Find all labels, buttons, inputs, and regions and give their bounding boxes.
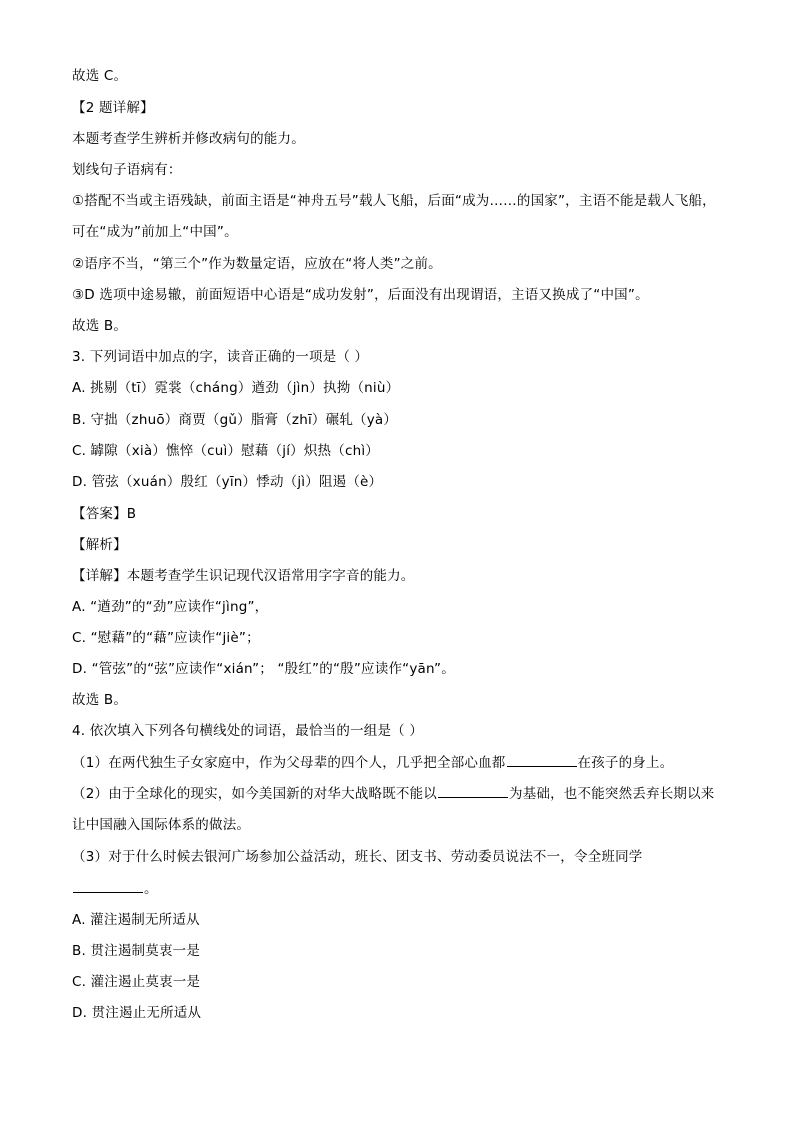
q3-option-b: B. 守拙（zhuō）商贾（gǔ）脂膏（zhī）碾轧（yà） <box>72 412 398 428</box>
q4-s3-period: 。 <box>144 881 158 897</box>
q4-option-a: A. 灌注遏制无所适从 <box>72 912 200 928</box>
q3-detail-a: A. “遒劲”的“劲”应读作“jìng”， <box>72 599 269 615</box>
q4-stem: 4. 依次填入下列各句横线处的词语，最恰当的一组是（ ） <box>72 723 424 739</box>
q2-point-2: ②语序不当，“第三个”作为数量定语，应放在“将人类”之前。 <box>72 256 442 272</box>
q3-conclusion: 故选 B。 <box>72 692 128 708</box>
q4-sentence-3: （3）对于什么时候去银河广场参加公益活动，班长、团支书、劳动委员说法不一，令全班同学 <box>72 849 643 865</box>
q2-point-3: ③D 选项中途易辙，前面短语中心语是“成功发射”，后面没有出现谓语，主语又换成了“中国”。 <box>72 287 649 303</box>
q3-stem: 3. 下列词语中加点的字，读音正确的一项是（ ） <box>72 349 369 365</box>
q3-detail: 【详解】本题考查学生识记现代汉语常用字字音的能力。 <box>72 568 415 584</box>
q4-sentence-3-end <box>72 878 732 899</box>
q4-option-b: B. 贯注遏制莫衷一是 <box>72 943 201 959</box>
q3-detail-c: C. “慰藉”的“藉”应读作“jiè”； <box>72 630 260 646</box>
q4-s1-before: （1）在两代独生子女家庭中，作为父母辈的四个人，几乎把全部心血都 <box>72 755 506 771</box>
fill-blank-3 <box>73 878 143 893</box>
q3-option-d: D. 管弦（xuán）殷红（yīn）悸动（jì）阻遏（è） <box>72 474 383 490</box>
q4-s2-before: （2）由于全球化的现实，如今美国新的对华大战略既不能以 <box>72 786 437 802</box>
q2-list-heading: 划线句子语病有： <box>72 162 182 178</box>
q2-intro: 本题考查学生辨析并修改病句的能力。 <box>72 131 305 147</box>
q4-option-d: D. 贯注遏止无所适从 <box>72 1005 202 1021</box>
q3-answer-label: 【答案】B <box>72 506 137 522</box>
q3-analysis-label: 【解析】 <box>72 537 127 553</box>
q4-option-c: C. 灌注遏止莫衷一是 <box>72 974 201 990</box>
q2-conclusion: 故选 C。 <box>72 68 128 84</box>
fill-blank-1 <box>507 752 577 767</box>
q3-option-a: A. 挑剔（tī）霓裳（cháng）遒劲（jìn）执拗（niù） <box>72 380 400 396</box>
q3-option-c: C. 罅隙（xià）憔悴（cuì）慰藉（jí）炽热（chì） <box>72 443 379 459</box>
q2-point-1: ①搭配不当或主语残缺，前面主语是“神舟五号”载人飞船，后面“成为……的国家”，主语不能是载人飞船，可在“成为”前加上“中国”。 <box>72 193 716 240</box>
q4-s1-after: 在孩子的身上。 <box>577 755 674 771</box>
fill-blank-2 <box>438 783 508 798</box>
q4-sentence-1 <box>72 752 732 773</box>
q4-s2-after: 为基础，也不能突然丢弃长期以来让中国融入国际体系的做法。 <box>72 786 715 833</box>
q4-sentence-2 <box>72 779 724 841</box>
q2-detail-heading: 【2 题详解】 <box>72 100 154 116</box>
q2-answer: 故选 B。 <box>72 318 128 334</box>
q3-detail-d: D. “管弦”的“弦”应读作“xián”； “殷红”的“殷”应读作“yān”。 <box>72 661 455 677</box>
